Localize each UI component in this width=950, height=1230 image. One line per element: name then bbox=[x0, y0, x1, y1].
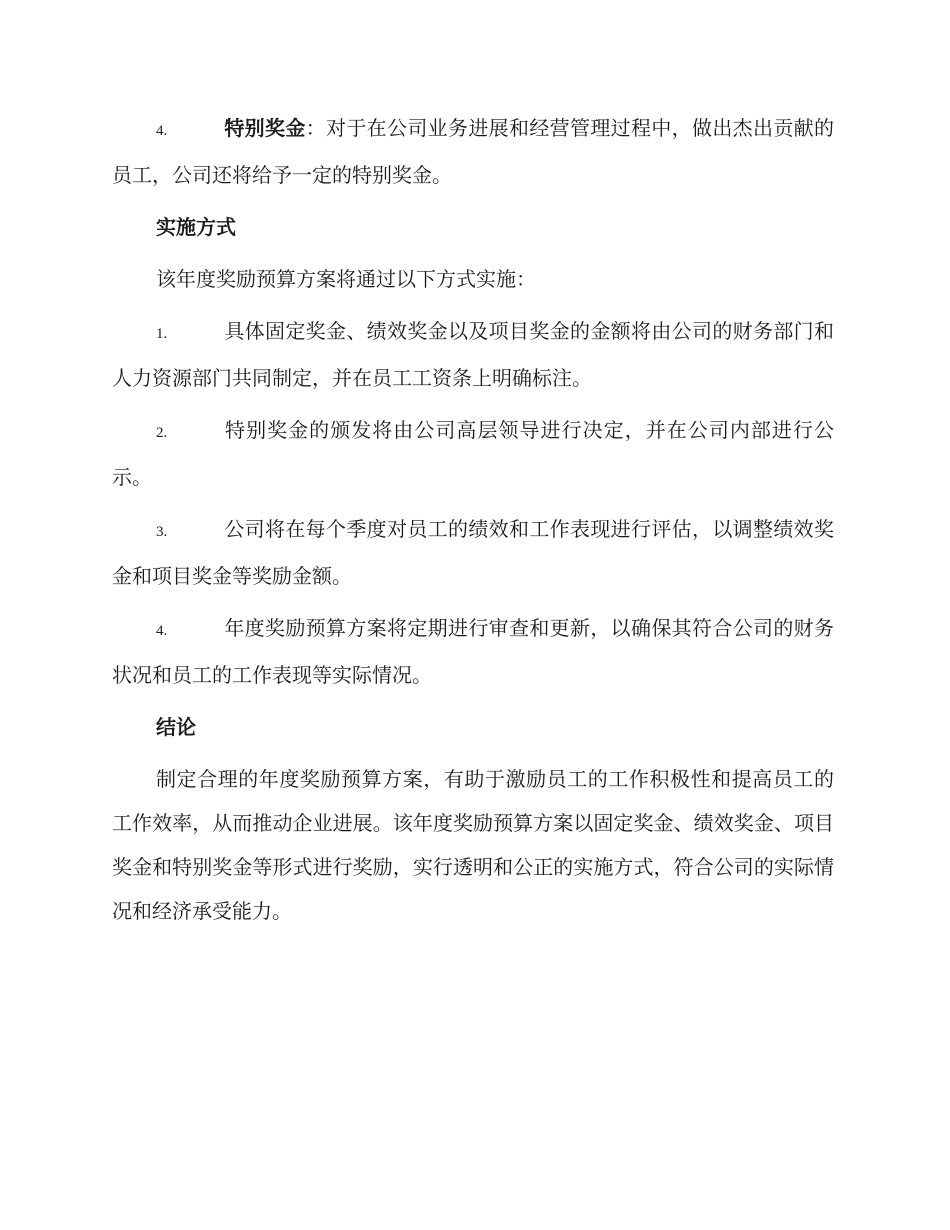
list-item-special-bonus bbox=[112, 106, 834, 197]
list-item-text: 公司将在每个季度对员工的绩效和工作表现进行评估，以调整绩效奖金和项目奖金等奖励金额。 bbox=[112, 517, 834, 588]
list-number: 1. bbox=[156, 326, 168, 342]
list-number: 4. bbox=[156, 623, 168, 639]
list-number: 3. bbox=[156, 524, 168, 540]
list-item-text: ：对于在公司业务进展和经营管理过程中，做出杰出贡献的员工，公司还将给予一定的特别奖金。 bbox=[112, 116, 835, 187]
list-item-text: 年度奖励预算方案将定期进行审查和更新，以确保其符合公司的财务状况和员工的工作表现等实际情况。 bbox=[112, 616, 834, 687]
bold-label: 特别奖金 bbox=[224, 116, 306, 140]
document-page bbox=[112, 106, 834, 941]
section-heading-implementation: 实施方式 bbox=[156, 215, 236, 239]
list-number: 4. bbox=[156, 123, 168, 139]
list-item bbox=[112, 507, 834, 598]
conclusion-paragraph: 制定合理的年度奖励预算方案，有助于激励员工的工作积极性和提高员工的工作效率，从而推动企业进展。该年度奖励预算方案以固定奖金、绩效奖金、项目奖金和特别奖金等形式进行奖励，实行透明和公正的实施方式，符合公司的实际情况和经济承受能力。 bbox=[112, 767, 834, 923]
list-item bbox=[112, 408, 834, 499]
list-item bbox=[112, 606, 834, 697]
list-item-text: 特别奖金的颁发将由公司高层领导进行决定，并在公司内部进行公示。 bbox=[112, 418, 834, 489]
list-item-text: 具体固定奖金、绩效奖金以及项目奖金的金额将由公司的财务部门和人力资源部门共同制定，并在员工工资条上明确标注。 bbox=[112, 319, 834, 390]
list-item bbox=[112, 309, 834, 400]
list-number: 2. bbox=[156, 425, 168, 441]
implementation-intro: 该年度奖励预算方案将通过以下方式实施： bbox=[156, 267, 536, 291]
section-heading-conclusion: 结论 bbox=[156, 715, 196, 739]
